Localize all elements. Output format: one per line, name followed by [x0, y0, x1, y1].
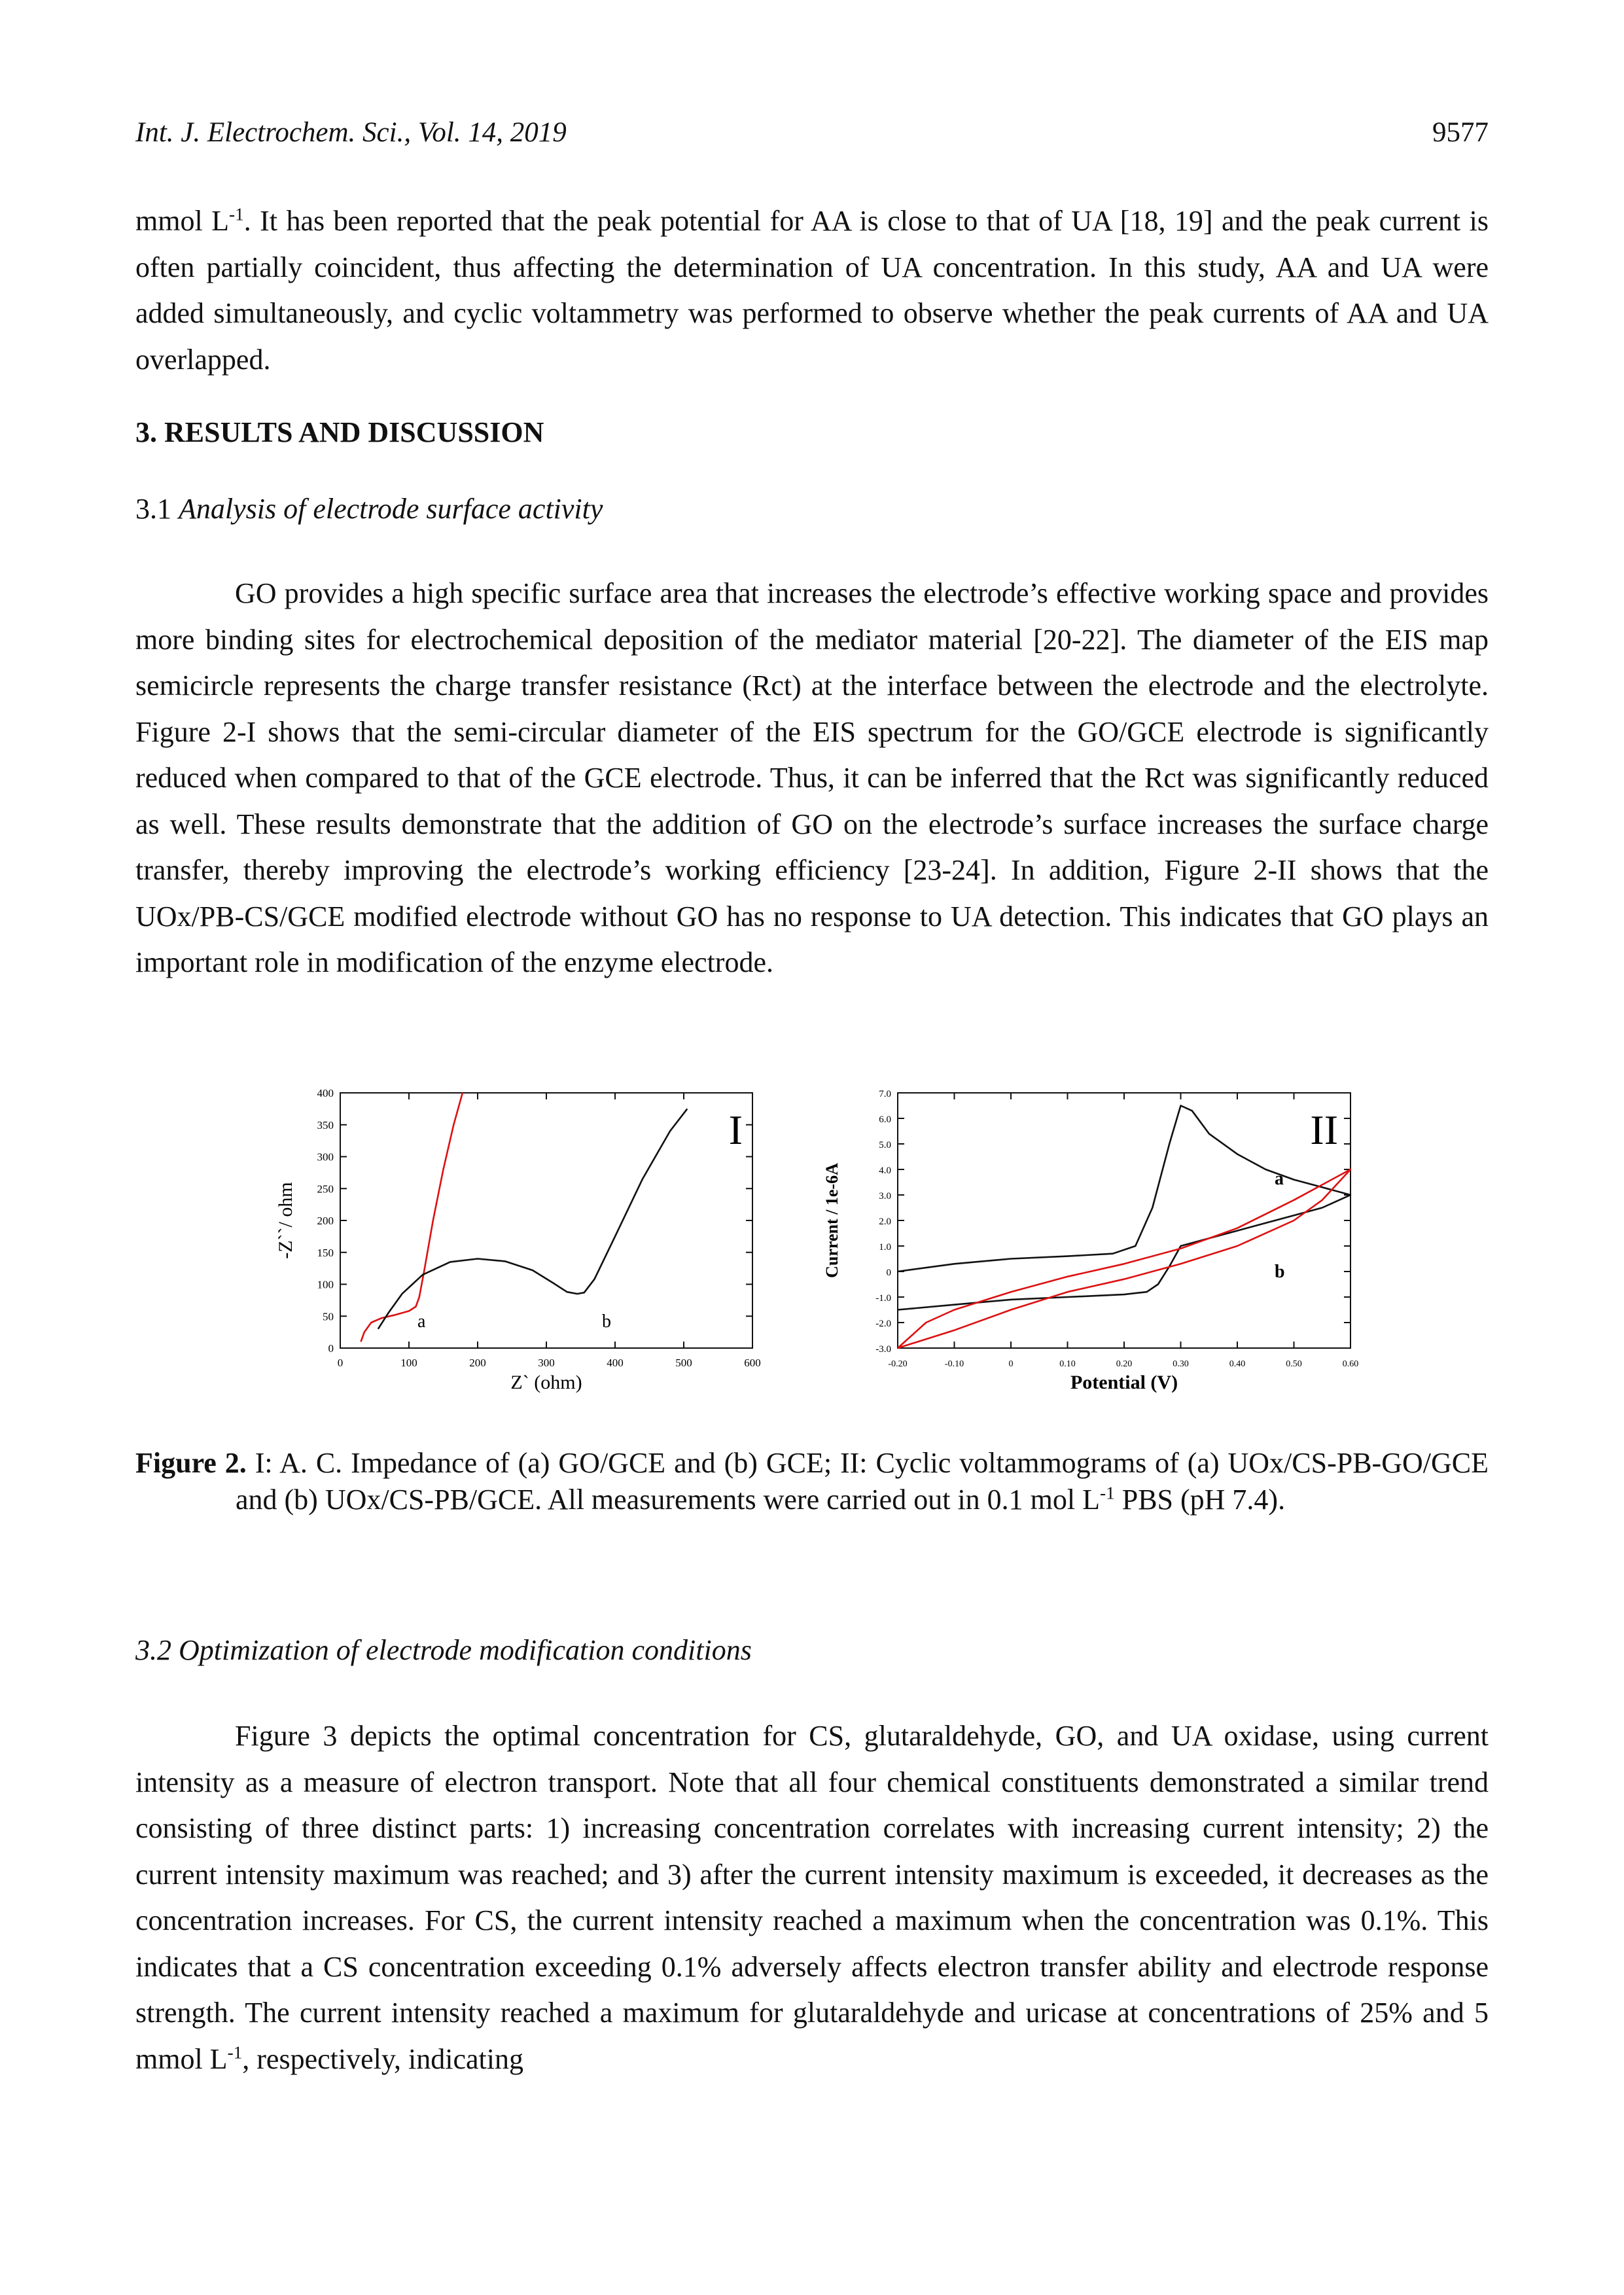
y-tick-label: 4.0	[879, 1165, 891, 1176]
y-tick-label: 1.0	[879, 1242, 891, 1253]
voltammogram-plot	[822, 1089, 1358, 1393]
curve-label-b: b	[602, 1311, 611, 1332]
y-tick-label: 100	[317, 1278, 334, 1291]
curve-label-a: a	[1275, 1169, 1284, 1189]
y-tick-label: -2.0	[875, 1319, 891, 1329]
impedance-axis-ticks	[317, 1087, 761, 1369]
paragraph-intro	[135, 198, 1489, 383]
figure-2-caption	[135, 1445, 1489, 1518]
x-tick-label: 100	[400, 1357, 417, 1369]
series-line-b	[378, 1109, 688, 1328]
series-line-a	[361, 1093, 463, 1342]
y-tick-label: 2.0	[879, 1217, 891, 1227]
x-tick-label: -0.10	[944, 1359, 964, 1369]
series-line-b	[898, 1169, 1350, 1348]
paragraph-optimization	[135, 1713, 1489, 2082]
y-axis-label: -Z``/ ohm	[275, 1182, 296, 1259]
para3-text-b: , respectively, indicating	[242, 2042, 523, 2075]
voltammogram-axis-ticks	[875, 1089, 1358, 1369]
journal-citation: Int. J. Electrochem. Sci., Vol. 14, 2019	[135, 117, 567, 148]
x-tick-label: 0.60	[1342, 1359, 1359, 1369]
caption-superscript: -1	[1100, 1483, 1115, 1503]
y-tick-label: 7.0	[879, 1089, 891, 1099]
subsection-title: Analysis of electrode surface activity	[179, 493, 603, 525]
x-tick-label: 600	[744, 1357, 761, 1369]
y-tick-label: 5.0	[879, 1140, 891, 1150]
y-tick-label: 200	[317, 1215, 334, 1227]
figure-2	[262, 1080, 1439, 1420]
section-heading-results: 3. RESULTS AND DISCUSSION	[135, 416, 544, 448]
para1-text-b: . It has been reported that the peak potential for AA is close to that of UA [18, 19] and the peak current is often partially coincident, thus affecting the determination of UA concentration. In this study, AA and UA were added simultaneously, and cyclic voltammetry was performed to observe whether the peak currents of AA and UA overlapped.	[135, 205, 1489, 376]
para3-superscript: -1	[227, 2042, 243, 2062]
y-tick-label: 0	[886, 1268, 891, 1278]
y-tick-label: -3.0	[875, 1344, 891, 1355]
x-tick-label: 400	[607, 1357, 624, 1369]
y-tick-label: 350	[317, 1118, 334, 1131]
y-tick-label: 0	[328, 1342, 334, 1355]
y-tick-label: 300	[317, 1150, 334, 1164]
y-tick-label: 400	[317, 1087, 334, 1099]
x-tick-label: 0.30	[1173, 1359, 1189, 1369]
x-tick-label: 0	[337, 1357, 344, 1369]
y-tick-label: 3.0	[879, 1191, 891, 1201]
impedance-plot	[275, 1087, 761, 1393]
para1-text-a: mmol L	[135, 205, 229, 237]
paragraph-surface-activity: GO provides a high specific surface area that increases the electrode’s effective working space and provides more binding sites for electrochemical deposition of the mediator material [20-22]. The diameter of the EIS map semicircle represents the charge transfer resistance (Rct) at the interface between the electrode and the electrolyte. Figure 2-I shows that the semi-circular diameter of the EIS spectrum for the GO/GCE electrode is significantly reduced when compared to that of the GCE electrode. Thus, it can be inferred that the Rct was significantly reduced as well. These results demonstrate that the addition of GO on the electrode’s surface increases the surface charge transfer, thereby improving the electrode’s working efficiency [23-24]. In addition, Figure 2-II shows that the UOx/PB-CS/GCE modified electrode without GO has no response to UA detection. This indicates that GO plays an important role in modification of the enzyme electrode.	[135, 577, 1489, 978]
y-axis-label: Current / 1e-6A	[822, 1163, 841, 1278]
y-tick-label: 150	[317, 1246, 334, 1259]
subsection-heading-3-2: 3.2 Optimization of electrode modification conditions	[135, 1634, 752, 1666]
caption-text-a: I: A. C. Impedance of (a) GO/GCE and (b) GCE; II: Cyclic voltammograms of (a) UOx/CS-PB-GO/GCE and (b) UOx/CS-PB/GCE. All measurements were carried out in 0.1 mol L	[236, 1447, 1489, 1516]
running-header	[135, 116, 1489, 153]
y-tick-label: 250	[317, 1183, 334, 1196]
y-tick-label: 50	[323, 1310, 334, 1323]
x-axis-label: Z` (ohm)	[510, 1372, 582, 1393]
x-tick-label: 300	[538, 1357, 555, 1369]
impedance-series	[361, 1093, 688, 1342]
x-tick-label: 500	[675, 1357, 692, 1369]
page-number: 9577	[1432, 117, 1489, 148]
x-tick-label: 0	[1008, 1359, 1014, 1369]
curve-label-a: a	[417, 1311, 426, 1332]
panel-label-I: I	[728, 1107, 743, 1153]
x-axis-label: Potential (V)	[1070, 1372, 1178, 1393]
plot-frame	[340, 1093, 752, 1348]
subsection-heading-3-1	[135, 492, 603, 525]
voltammogram-series	[898, 1106, 1350, 1349]
x-tick-label: -0.20	[888, 1359, 908, 1369]
para3-text-a: Figure 3 depicts the optimal concentration for CS, glutaraldehyde, GO, and UA oxidase, using current intensity as a measure of electron transport. Note that all four chemical constituents demonstrated a similar trend consisting of three distinct parts: 1) increasing concentration correlates with increasing current intensity; 2) the current intensity maximum was reached; and 3) after the current intensity maximum is exceeded, it decreases as the concentration increases. For CS, the current intensity reached a maximum when the concentration was 0.1%. This indicates that a CS concentration exceeding 0.1% adversely affects electron transfer ability and electrode response strength. The current intensity reached a maximum for glutaraldehyde and uricase at concentrations of 25% and 5 mmol L	[135, 1720, 1489, 2075]
caption-label: Figure 2.	[135, 1447, 247, 1479]
panel-label-II: II	[1310, 1107, 1338, 1153]
x-tick-label: 0.40	[1229, 1359, 1246, 1369]
x-tick-label: 0.50	[1286, 1359, 1302, 1369]
y-tick-label: -1.0	[875, 1293, 891, 1304]
caption-text-b: PBS (pH 7.4).	[1114, 1484, 1286, 1516]
x-tick-label: 200	[469, 1357, 486, 1369]
para1-superscript: -1	[229, 204, 244, 224]
x-tick-label: 0.20	[1116, 1359, 1133, 1369]
subsection-number: 3.1	[135, 493, 179, 525]
y-tick-label: 6.0	[879, 1114, 891, 1125]
x-tick-label: 0.10	[1059, 1359, 1076, 1369]
plot-frame	[898, 1093, 1350, 1348]
curve-label-b: b	[1275, 1262, 1285, 1282]
